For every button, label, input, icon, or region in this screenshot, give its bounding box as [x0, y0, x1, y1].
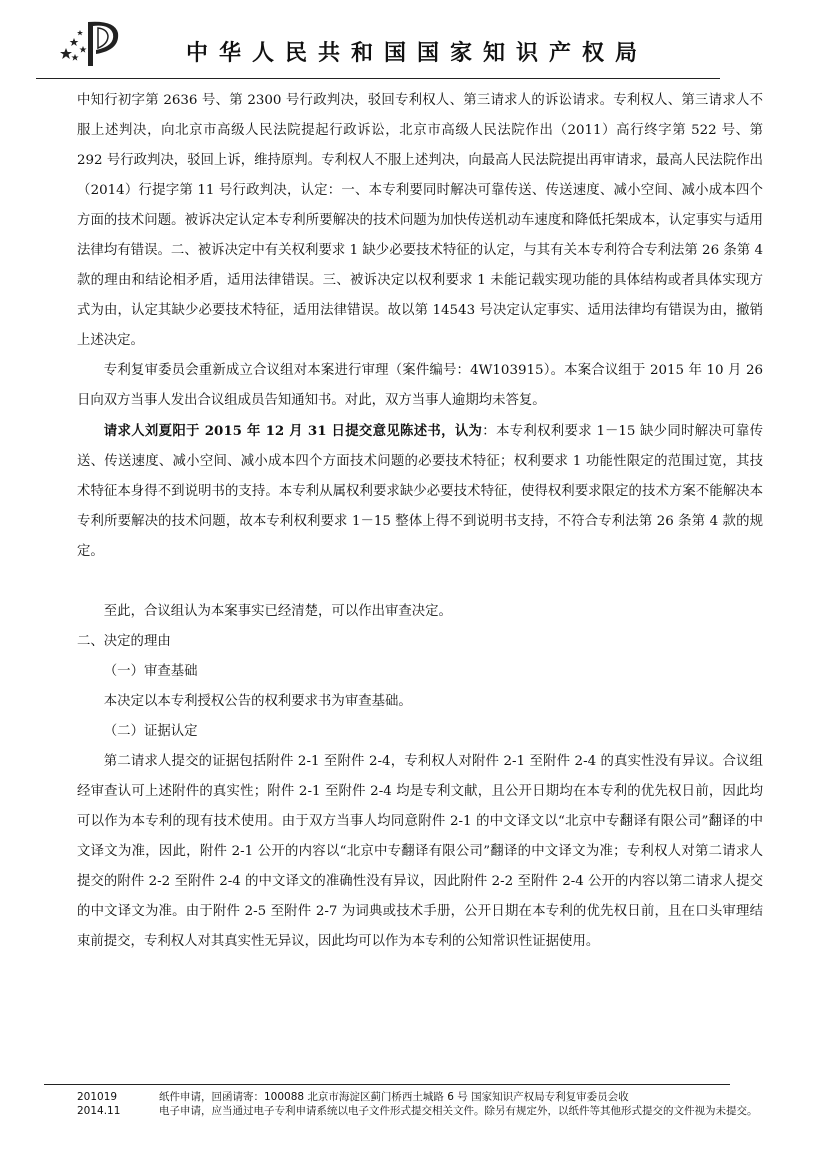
subsection-heading-basis: （一）审查基础	[103, 664, 198, 679]
header-title: 中华人民共和国国家知识产权局	[186, 41, 649, 66]
footer-paper-address: 纸件申请，回函请寄：100088 北京市海淀区蓟门桥西土城路 6 号 国家知识产权局专利复审委员会收	[159, 1091, 629, 1103]
paragraph-petitioner-opinion	[77, 416, 763, 567]
petitioner-opinion-text: ：本专利权利要求 1－15 缺少同时解决可靠传送、传送速度、减小空间、减小成本四个方面技术问题的必要技术特征；权利要求 1 功能性限定的范围过宽，其技术特征本身得不到说明书的支持。本专利从属权利要求缺少必要技术特征，使得权利要求限定的技术方案不能解决本专利所要解决的技术问题，故本专利权利要求 1－15 整体上得不到说明书支持，不符合专利法第 26 条第 4 款的规定。	[77, 424, 763, 559]
page-footer	[77, 1090, 767, 1118]
paragraph-evidence: 第二请求人提交的证据包括附件 2-1 至附件 2-4，专利权人对附件 2-1 至附件 2-4 的真实性没有异议。合议组经审查认可上述附件的真实性；附件 2-1 至附件 2-4 均是专利文献，且公开日期均在本专利的优先权日前，因此均可以作为本专利的现有技术使用。由于双方当事人均同意附件 2-1 的中文译文以“北京中专翻译有限公司”翻译的中文译文为准，因此，附件 2-1 公开的内容以“北京中专翻译有限公司”翻译的中文译文为准；专利权人对第二请求人提交的附件 2-2 至附件 2-4 的中文译文的准确性没有异议，因此附件 2-2 至附件 2-4 公开的内容以第二请求人提交的中文译文为准。由于附件 2-5 至附件 2-7 为词典或技术手册，公开日期在本专利的优先权日前，且在口头审理结束前提交，专利权人对其真实性无异议，因此均可以作为本专利的公知常识性证据使用。	[77, 754, 763, 949]
document-body	[77, 86, 763, 957]
petitioner-opinion-lead: 请求人刘夏阳于 2015 年 12 月 31 日提交意见陈述书，认为	[103, 423, 483, 439]
section-heading-reasons: 二、决定的理由	[77, 634, 171, 649]
footer-row-electronic	[77, 1104, 767, 1118]
footer-form-version: 2014.11	[77, 1105, 121, 1117]
header-divider	[36, 78, 720, 79]
subsection-heading-evidence: （二）证据认定	[103, 724, 198, 739]
cnipa-emblem-icon	[58, 18, 126, 68]
blank-line	[77, 567, 763, 597]
footer-form-code: 201019	[77, 1091, 118, 1103]
footer-row-paper	[77, 1090, 767, 1104]
footer-divider	[44, 1084, 730, 1085]
paragraph-court-history: 中知行初字第 2636 号、第 2300 号行政判决，驳回专利权人、第三请求人的诉讼请求。专利权人、第三请求人不服上述判决，向北京市高级人民法院提起行政诉讼，北京市高级人民法院作出（2011）高行终字第 522 号、第 292 号行政判决，驳回上诉，维持原判。专利权人不服上述判决，向最高人民法院提出再审请求，最高人民法院作出（2014）行提字第 11 号行政判决，认定：一、本专利要同时解决可靠传送、传送速度、减小空间、减小成本四个方面的技术问题。被诉决定认定本专利所要解决的技术问题为加快传送机动车速度和降低托架成本，认定事实与适用法律均有错误。二、被诉决定中有关权利要求 1 缺少必要技术特征的认定，与其有关本专利符合专利法第 26 条第 4 款的理由和结论相矛盾，适用法律错误。三、被诉决定以权利要求 1 未能记载实现功能的具体结构或者具体实现方式为由，认定其缺少必要技术特征，适用法律错误。故以第 14543 号决定认定事实、适用法律均有错误为由，撤销上述决定。	[77, 93, 763, 348]
paragraph-basis: 本决定以本专利授权公告的权利要求书为审查基础。	[103, 694, 412, 709]
paragraph-case-clear: 至此，合议组认为本案事实已经清楚，可以作出审查决定。	[103, 604, 452, 619]
footer-electronic-note: 电子申请，应当通过电子专利申请系统以电子文件形式提交相关文件。除另有规定外，以纸件等其他形式提交的文件视为未提交。	[159, 1105, 758, 1117]
page-header	[0, 0, 826, 82]
paragraph-collegial-panel: 专利复审委员会重新成立合议组对本案进行审理（案件编号：4W103915）。本案合议组于 2015 年 10 月 26 日向双方当事人发出合议组成员告知通知书。对此，双方当事人逾期均未答复。	[77, 363, 763, 408]
